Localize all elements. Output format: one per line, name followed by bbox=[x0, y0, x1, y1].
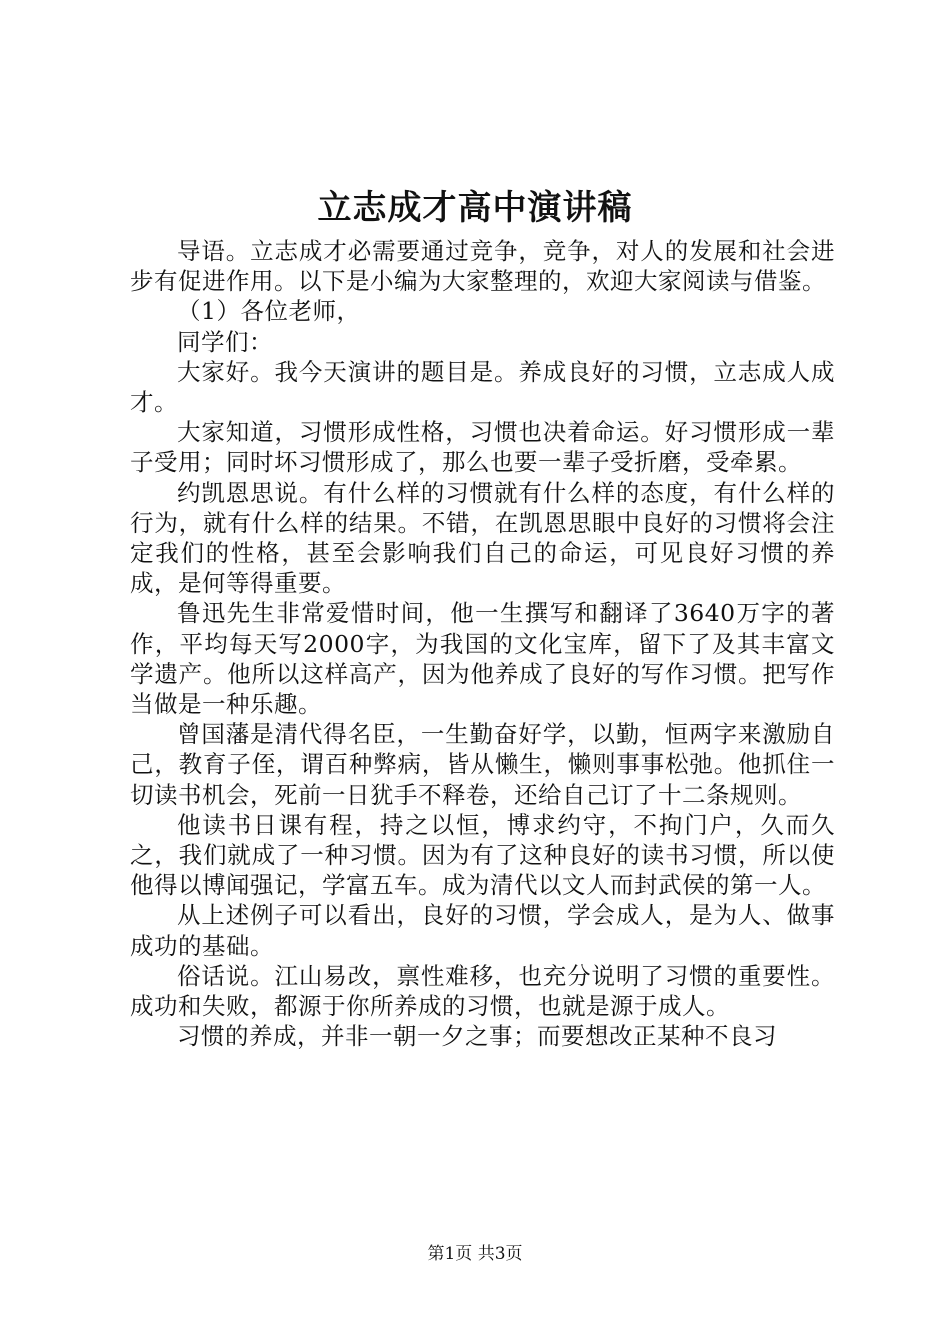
paragraph-greeting: 大家好。我今天演讲的题目是。养成良好的习惯，立志成人成才。 bbox=[130, 357, 835, 417]
paragraph-salutation-students: 同学们： bbox=[177, 327, 273, 356]
paragraph-conclusion-examples: 从上述例子可以看出，良好的习惯，学会成人，是为人、做事成功的基础。 bbox=[130, 901, 835, 960]
paragraph-keynes-quote: 约凯恩思说。有什么样的习惯就有什么样的态度，有什么样的行为，就有什么样的结果。不错，在凯恩思眼中良好的习惯将会注定我们的性格，甚至会影响我们自己的命运，可见良好习惯的养成，是何等得重要。 bbox=[130, 478, 835, 598]
paragraph-intro: 导语。立志成才必需要通过竞争，竞争，对人的发展和社会进步有促进作用。以下是小编为大家整理的，欢迎大家阅读与借鉴。 bbox=[130, 237, 835, 296]
page-number-footer: 第1页 共3页 bbox=[427, 1244, 523, 1264]
paragraph-proverb: 俗话说。江山易改，禀性难移，也充分说明了习惯的重要性。成功和失败，都源于你所养成的习惯，也就是源于成人。 bbox=[130, 961, 835, 1021]
paragraph-reading-habit: 他读书日课有程，持之以恒，博求约守，不拘门户，久而久之，我们就成了一种习惯。因为有了这种良好的读书习惯，所以使他得以博闻强记，学富五车。成为清代以文人而封武侯的第一人。 bbox=[130, 810, 835, 900]
paragraph-lu-xun: 鲁迅先生非常爱惜时间，他一生撰写和翻译了3640万字的著作，平均每天写2000字，为我国的文化宝库，留下了及其丰富文学遗产。他所以这样高产，因为他养成了良好的写作习惯。把写作当做是一种乐趣。 bbox=[130, 599, 835, 719]
document-body bbox=[130, 236, 835, 1051]
paragraph-zeng-guofan: 曾国藩是清代得名臣，一生勤奋好学，以勤，恒两字来激励自己，教育子侄，谓百种弊病，皆从懒生，懒则事事松弛。他抓住一切读书机会，死前一日犹手不释卷，还给自己订了十二条规则。 bbox=[130, 720, 835, 809]
paragraph-habits-character: 大家知道，习惯形成性格，习惯也决着命运。好习惯形成一辈子受用；同时坏习惯形成了，那么也要一辈子受折磨，受牵累。 bbox=[130, 418, 835, 477]
document-title: 立志成才高中演讲稿 bbox=[317, 188, 633, 228]
paragraph-habit-formation: 习惯的养成，并非一朝一夕之事；而要想改正某种不良习 bbox=[177, 1022, 777, 1051]
paragraph-salutation-teachers: （1）各位老师， bbox=[177, 297, 361, 326]
